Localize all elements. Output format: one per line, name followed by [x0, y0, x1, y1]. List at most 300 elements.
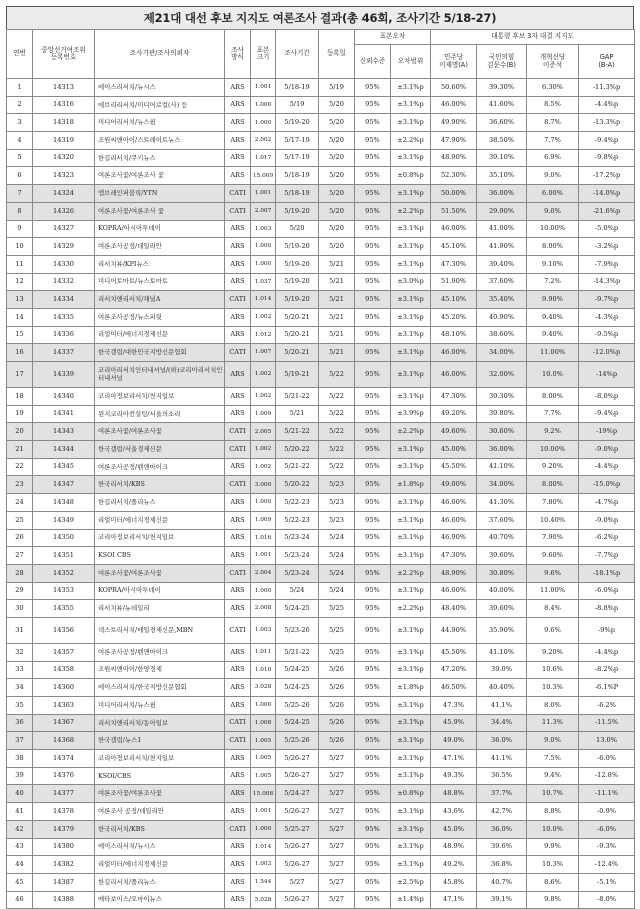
cell-gap: -6.1%P — [579, 679, 635, 697]
cell-no: 12 — [7, 273, 33, 291]
cell-sample-size: 1.009 — [251, 511, 276, 529]
header-candidate-b: 국민의힘 김문수(B) — [477, 45, 527, 79]
table-row — [7, 96, 635, 114]
cell-confidence: 95% — [355, 643, 391, 661]
cell-error-range: ±3.9%p — [391, 405, 431, 423]
cell-no: 20 — [7, 423, 33, 441]
cell-candidate-b: 40.40% — [477, 679, 527, 697]
cell-candidate-b: 36.60% — [477, 114, 527, 132]
cell-candidate-b: 35.40% — [477, 291, 527, 309]
cell-reg-number: 14340 — [33, 388, 95, 406]
cell-candidate-a: 52.30% — [431, 167, 477, 185]
cell-no: 27 — [7, 547, 33, 565]
cell-sample-size: 1.011 — [251, 643, 276, 661]
cell-no: 9 — [7, 220, 33, 238]
cell-gap: -14.3%p — [579, 273, 635, 291]
cell-method: CATI — [225, 820, 251, 838]
cell-confidence: 95% — [355, 96, 391, 114]
cell-sample-size: 1.000 — [251, 820, 276, 838]
cell-reg-number: 14323 — [33, 167, 95, 185]
table-row — [7, 679, 635, 697]
cell-reg-date: 5/22 — [319, 458, 355, 476]
cell-period: 5/22-23 — [276, 494, 319, 512]
cell-candidate-b: 36.00% — [477, 441, 527, 459]
cell-confidence: 95% — [355, 149, 391, 167]
cell-reg-number: 14355 — [33, 600, 95, 618]
cell-no: 41 — [7, 803, 33, 821]
cell-reg-number: 14356 — [33, 617, 95, 643]
table-row — [7, 600, 635, 618]
cell-reg-date: 5/20 — [319, 149, 355, 167]
cell-candidate-c: 8.00% — [527, 476, 579, 494]
cell-candidate-b: 35.90% — [477, 617, 527, 643]
cell-period: 5/20-22 — [276, 476, 319, 494]
cell-no: 22 — [7, 458, 33, 476]
cell-organization: 여론조사꽃/여론조사꽃 — [95, 785, 225, 803]
cell-sample-size: 2.002 — [251, 132, 276, 150]
cell-confidence: 95% — [355, 458, 391, 476]
cell-reg-number: 14313 — [33, 79, 95, 97]
cell-reg-number: 14350 — [33, 529, 95, 547]
cell-confidence: 95% — [355, 79, 391, 97]
cell-candidate-c: 8.4% — [527, 600, 579, 618]
cell-reg-number: 14388 — [33, 891, 95, 909]
table-row — [7, 511, 635, 529]
table-row — [7, 458, 635, 476]
cell-reg-number: 14349 — [33, 511, 95, 529]
cell-candidate-c: 7.90% — [527, 529, 579, 547]
cell-method: ARS — [225, 238, 251, 256]
cell-candidate-b: 34.00% — [477, 476, 527, 494]
cell-method: CATI — [225, 714, 251, 732]
cell-error-range: ±3.1%p — [391, 820, 431, 838]
cell-reg-number: 14379 — [33, 820, 95, 838]
cell-reg-number: 14337 — [33, 344, 95, 362]
cell-candidate-a: 47.3% — [431, 697, 477, 715]
cell-reg-date: 5/24 — [319, 529, 355, 547]
cell-no: 7 — [7, 185, 33, 203]
cell-candidate-a: 46.00% — [431, 344, 477, 362]
cell-organization: 한국갤럽/서울경제신문 — [95, 441, 225, 459]
cell-period: 5/19 — [276, 96, 319, 114]
cell-candidate-c: 8.00% — [527, 238, 579, 256]
table-row — [7, 167, 635, 185]
cell-candidate-b: 41.10% — [477, 458, 527, 476]
cell-organization: 리얼미터/에너지경제신문 — [95, 511, 225, 529]
header-gap: GAP (B-A) — [579, 45, 635, 79]
cell-reg-date: 5/27 — [319, 820, 355, 838]
cell-method: ARS — [225, 255, 251, 273]
cell-confidence: 95% — [355, 873, 391, 891]
cell-reg-date: 5/19 — [319, 79, 355, 97]
cell-period: 5/24-25 — [276, 600, 319, 618]
poll-results-table — [6, 29, 635, 909]
cell-gap: -12.0%p — [579, 344, 635, 362]
cell-reg-number: 14387 — [33, 873, 95, 891]
cell-no: 43 — [7, 838, 33, 856]
cell-confidence: 95% — [355, 220, 391, 238]
cell-gap: -12.8% — [579, 767, 635, 785]
cell-period: 5/24-25 — [276, 679, 319, 697]
cell-sample-size: 3.028 — [251, 679, 276, 697]
cell-candidate-c: 10.0% — [527, 362, 579, 388]
cell-organization: 코리아정보리서치/천지일보 — [95, 529, 225, 547]
cell-candidate-c: 6.30% — [527, 79, 579, 97]
cell-reg-date: 5/27 — [319, 750, 355, 768]
cell-sample-size: 1.002 — [251, 458, 276, 476]
cell-no: 13 — [7, 291, 33, 309]
cell-organization: 여론조사꽃/여론조사꽃 — [95, 564, 225, 582]
cell-candidate-c: 10.7% — [527, 785, 579, 803]
table-row — [7, 714, 635, 732]
cell-method: ARS — [225, 308, 251, 326]
cell-confidence: 95% — [355, 202, 391, 220]
cell-candidate-c: 7.7% — [527, 405, 579, 423]
cell-candidate-c: 7.80% — [527, 494, 579, 512]
cell-candidate-b: 38.60% — [477, 326, 527, 344]
cell-sample-size: 15.008 — [251, 785, 276, 803]
cell-candidate-b: 40.00% — [477, 582, 527, 600]
header-no: 연번 — [7, 30, 33, 79]
cell-method: ARS — [225, 362, 251, 388]
cell-error-range: ±3.1%p — [391, 441, 431, 459]
cell-organization: 여론조사공정/펜앤마이크 — [95, 458, 225, 476]
cell-gap: -4.3%p — [579, 308, 635, 326]
cell-period: 5/21-22 — [276, 423, 319, 441]
cell-reg-date: 5/24 — [319, 582, 355, 600]
cell-sample-size: 2.004 — [251, 564, 276, 582]
table-row — [7, 750, 635, 768]
cell-confidence: 95% — [355, 308, 391, 326]
cell-candidate-c: 9.9% — [527, 838, 579, 856]
cell-candidate-a: 50.60% — [431, 79, 477, 97]
cell-period: 5/21-22 — [276, 388, 319, 406]
cell-no: 46 — [7, 891, 33, 909]
table-row — [7, 291, 635, 309]
cell-candidate-b: 39.30% — [477, 388, 527, 406]
cell-method: CATI — [225, 564, 251, 582]
cell-reg-number: 14319 — [33, 132, 95, 150]
cell-reg-number: 14330 — [33, 255, 95, 273]
cell-reg-number: 14343 — [33, 423, 95, 441]
cell-no: 45 — [7, 873, 33, 891]
cell-period: 5/22-23 — [276, 511, 319, 529]
cell-confidence: 95% — [355, 820, 391, 838]
cell-candidate-c: 9.2% — [527, 423, 579, 441]
cell-candidate-a: 51.50% — [431, 202, 477, 220]
cell-organization: 리얼미터/에너지경제신문 — [95, 326, 225, 344]
cell-period: 5/25-26 — [276, 732, 319, 750]
cell-error-range: ±3.1%p — [391, 326, 431, 344]
cell-error-range: ±1.8%p — [391, 476, 431, 494]
cell-sample-size: 1.000 — [251, 697, 276, 715]
cell-confidence: 95% — [355, 273, 391, 291]
table-row — [7, 79, 635, 97]
cell-reg-number: 14320 — [33, 149, 95, 167]
cell-gap: -9.5%p — [579, 326, 635, 344]
table-row — [7, 529, 635, 547]
cell-reg-date: 5/24 — [319, 564, 355, 582]
cell-reg-date: 5/21 — [319, 273, 355, 291]
cell-candidate-b: 39.6% — [477, 838, 527, 856]
cell-method: CATI — [225, 291, 251, 309]
cell-reg-date: 5/21 — [319, 291, 355, 309]
cell-candidate-a: 49.0% — [431, 732, 477, 750]
cell-no: 28 — [7, 564, 33, 582]
cell-reg-number: 14378 — [33, 803, 95, 821]
table-title: 제21대 대선 후보 지지도 여론조사 결과(총 46회, 조사기간 5/18-27) — [6, 6, 634, 29]
cell-no: 26 — [7, 529, 33, 547]
cell-no: 16 — [7, 344, 33, 362]
header-candidate-a: 민주당 이재명(A) — [431, 45, 477, 79]
cell-method: ARS — [225, 132, 251, 150]
cell-reg-date: 5/27 — [319, 873, 355, 891]
cell-sample-size: 1.000 — [251, 255, 276, 273]
cell-no: 18 — [7, 388, 33, 406]
cell-candidate-b: 41.60% — [477, 96, 527, 114]
table-row — [7, 185, 635, 203]
cell-reg-number: 14352 — [33, 564, 95, 582]
table-row — [7, 405, 635, 423]
cell-reg-number: 14348 — [33, 494, 95, 512]
cell-method: CATI — [225, 344, 251, 362]
cell-period: 5/26-27 — [276, 803, 319, 821]
cell-period: 5/27 — [276, 873, 319, 891]
table-row — [7, 643, 635, 661]
cell-candidate-a: 49.20% — [431, 405, 477, 423]
cell-candidate-b: 38.50% — [477, 132, 527, 150]
cell-candidate-c: 9.60% — [527, 547, 579, 565]
cell-confidence: 95% — [355, 856, 391, 874]
cell-reg-date: 5/22 — [319, 441, 355, 459]
cell-confidence: 95% — [355, 564, 391, 582]
cell-candidate-b: 37.60% — [477, 511, 527, 529]
cell-gap: -9.7%p — [579, 291, 635, 309]
cell-error-range: ±2.5%p — [391, 873, 431, 891]
cell-gap: -0.9% — [579, 803, 635, 821]
cell-candidate-c: 11.00% — [527, 344, 579, 362]
cell-period: 5/25-27 — [276, 820, 319, 838]
cell-gap: -6.2%p — [579, 529, 635, 547]
cell-confidence: 95% — [355, 238, 391, 256]
cell-reg-date: 5/27 — [319, 785, 355, 803]
cell-candidate-a: 46.00% — [431, 582, 477, 600]
header-confidence: 신뢰수준 — [355, 45, 391, 79]
cell-candidate-b: 29.90% — [477, 202, 527, 220]
cell-error-range: ±3.1%p — [391, 255, 431, 273]
cell-reg-date: 5/21 — [319, 255, 355, 273]
cell-confidence: 95% — [355, 600, 391, 618]
cell-sample-size: 1.001 — [251, 79, 276, 97]
cell-candidate-c: 11.3% — [527, 714, 579, 732]
cell-method: ARS — [225, 750, 251, 768]
cell-error-range: ±3.1%p — [391, 697, 431, 715]
cell-candidate-c: 8.0% — [527, 697, 579, 715]
cell-candidate-b: 39.10% — [477, 149, 527, 167]
cell-organization: 한국리서치/KBS — [95, 820, 225, 838]
cell-period: 5/26-27 — [276, 838, 319, 856]
cell-method: ARS — [225, 405, 251, 423]
cell-reg-number: 14368 — [33, 732, 95, 750]
cell-candidate-a: 45.50% — [431, 458, 477, 476]
cell-reg-date: 5/22 — [319, 388, 355, 406]
cell-candidate-a: 46.00% — [431, 96, 477, 114]
cell-sample-size: 1.009 — [251, 405, 276, 423]
cell-organization: 여론조사공정/뉴스피릿 — [95, 308, 225, 326]
cell-gap: -6.0% — [579, 820, 635, 838]
cell-gap: -4.4%p — [579, 96, 635, 114]
cell-method: ARS — [225, 114, 251, 132]
cell-candidate-a: 46.50% — [431, 679, 477, 697]
cell-method: ARS — [225, 388, 251, 406]
header-support-group: 대통령 후보 3자 대결 지지도 — [431, 30, 635, 45]
cell-period: 5/19-20 — [276, 273, 319, 291]
cell-period: 5/24-25 — [276, 661, 319, 679]
cell-no: 37 — [7, 732, 33, 750]
cell-sample-size: 1.002 — [251, 441, 276, 459]
cell-confidence: 95% — [355, 185, 391, 203]
cell-organization: 한국리서치/KBS — [95, 476, 225, 494]
table-row — [7, 344, 635, 362]
cell-reg-number: 14341 — [33, 405, 95, 423]
cell-confidence: 95% — [355, 803, 391, 821]
cell-reg-date: 5/20 — [319, 238, 355, 256]
cell-no: 34 — [7, 679, 33, 697]
cell-reg-number: 14345 — [33, 458, 95, 476]
table-row — [7, 326, 635, 344]
cell-sample-size: 1.002 — [251, 308, 276, 326]
cell-method: ARS — [225, 458, 251, 476]
cell-confidence: 95% — [355, 423, 391, 441]
cell-period: 5/18-19 — [276, 185, 319, 203]
cell-candidate-c: 9.0% — [527, 732, 579, 750]
cell-reg-number: 14332 — [33, 273, 95, 291]
cell-no: 4 — [7, 132, 33, 150]
cell-confidence: 95% — [355, 732, 391, 750]
cell-candidate-c: 9.40% — [527, 308, 579, 326]
cell-gap: -4.7%p — [579, 494, 635, 512]
cell-reg-date: 5/27 — [319, 838, 355, 856]
cell-reg-date: 5/23 — [319, 476, 355, 494]
cell-candidate-b: 36.0% — [477, 732, 527, 750]
cell-organization: 한길리서치/폴리뉴스 — [95, 873, 225, 891]
cell-error-range: ±3.1%p — [391, 388, 431, 406]
cell-gap: -11.1% — [579, 785, 635, 803]
cell-gap: -4.4%p — [579, 458, 635, 476]
cell-sample-size: 1.001 — [251, 185, 276, 203]
cell-error-range: ±0.8%p — [391, 167, 431, 185]
cell-organization: 한국갤럽/대한민국지방신문협회 — [95, 344, 225, 362]
cell-method: CATI — [225, 185, 251, 203]
cell-organization: 리서치앤리서치/채널A — [95, 291, 225, 309]
cell-reg-number: 14334 — [33, 291, 95, 309]
cell-candidate-c: 6.00% — [527, 185, 579, 203]
cell-candidate-b: 39.0% — [477, 661, 527, 679]
cell-sample-size: 2.008 — [251, 600, 276, 618]
cell-organization: 여론조사꽃/여론조사 꽃 — [95, 167, 225, 185]
cell-method: ARS — [225, 767, 251, 785]
header-reg-date: 등록일 — [319, 30, 355, 79]
cell-confidence: 95% — [355, 494, 391, 512]
table-row — [7, 476, 635, 494]
header-org: 조사기관/조사의뢰자 — [95, 30, 225, 79]
cell-candidate-a: 47.30% — [431, 388, 477, 406]
cell-no: 29 — [7, 582, 33, 600]
cell-method: ARS — [225, 511, 251, 529]
cell-organization: 여론조사공정/펜앤마이크 — [95, 643, 225, 661]
cell-method: CATI — [225, 202, 251, 220]
cell-method: CATI — [225, 617, 251, 643]
cell-period: 5/23-24 — [276, 529, 319, 547]
cell-candidate-c: 8.00% — [527, 388, 579, 406]
cell-period: 5/17-19 — [276, 132, 319, 150]
table-row — [7, 820, 635, 838]
cell-reg-number: 14374 — [33, 750, 95, 768]
cell-candidate-c: 9.6% — [527, 564, 579, 582]
table-row — [7, 891, 635, 909]
cell-error-range: ±3.1%p — [391, 529, 431, 547]
cell-confidence: 95% — [355, 547, 391, 565]
cell-error-range: ±3.1%p — [391, 582, 431, 600]
cell-period: 5/24 — [276, 582, 319, 600]
cell-gap: -17.2%p — [579, 167, 635, 185]
cell-error-range: ±3.1%p — [391, 344, 431, 362]
cell-candidate-c: 10.3% — [527, 856, 579, 874]
cell-sample-size: 1.014 — [251, 291, 276, 309]
cell-candidate-a: 46.00% — [431, 362, 477, 388]
cell-error-range: ±2.2%p — [391, 202, 431, 220]
cell-confidence: 95% — [355, 697, 391, 715]
cell-error-range: ±2.2%p — [391, 132, 431, 150]
cell-reg-number: 14324 — [33, 185, 95, 203]
cell-candidate-c: 6.9% — [527, 149, 579, 167]
cell-period: 5/23-24 — [276, 564, 319, 582]
cell-candidate-a: 47.90% — [431, 132, 477, 150]
cell-sample-size: 2.005 — [251, 423, 276, 441]
cell-candidate-c: 9.8% — [527, 891, 579, 909]
cell-candidate-b: 41.90% — [477, 238, 527, 256]
table-row — [7, 362, 635, 388]
cell-candidate-b: 41.1% — [477, 750, 527, 768]
cell-error-range: ±3.1%p — [391, 767, 431, 785]
cell-reg-date: 5/27 — [319, 767, 355, 785]
cell-sample-size: 3.000 — [251, 476, 276, 494]
header-period: 조사기간 — [276, 30, 319, 79]
cell-confidence: 95% — [355, 838, 391, 856]
cell-candidate-c: 9.4% — [527, 767, 579, 785]
cell-candidate-b: 37.60% — [477, 273, 527, 291]
cell-method: CATI — [225, 441, 251, 459]
cell-reg-date: 5/20 — [319, 167, 355, 185]
cell-candidate-b: 37.7% — [477, 785, 527, 803]
cell-error-range: ±3.1%p — [391, 220, 431, 238]
cell-method: ARS — [225, 494, 251, 512]
cell-reg-date: 5/21 — [319, 308, 355, 326]
cell-confidence: 95% — [355, 388, 391, 406]
cell-candidate-c: 10.6% — [527, 661, 579, 679]
cell-candidate-a: 47.30% — [431, 255, 477, 273]
cell-confidence: 95% — [355, 582, 391, 600]
cell-organization: 윈지코리아컨설팅/서울의소리 — [95, 405, 225, 423]
cell-error-range: ±2.2%p — [391, 564, 431, 582]
cell-organization: 에이스리서치/뉴시스 — [95, 838, 225, 856]
cell-gap: -14.0%p — [579, 185, 635, 203]
cell-candidate-b: 34.4% — [477, 714, 527, 732]
cell-candidate-a: 47.1% — [431, 891, 477, 909]
table-row — [7, 114, 635, 132]
cell-no: 38 — [7, 750, 33, 768]
cell-reg-number: 14329 — [33, 238, 95, 256]
